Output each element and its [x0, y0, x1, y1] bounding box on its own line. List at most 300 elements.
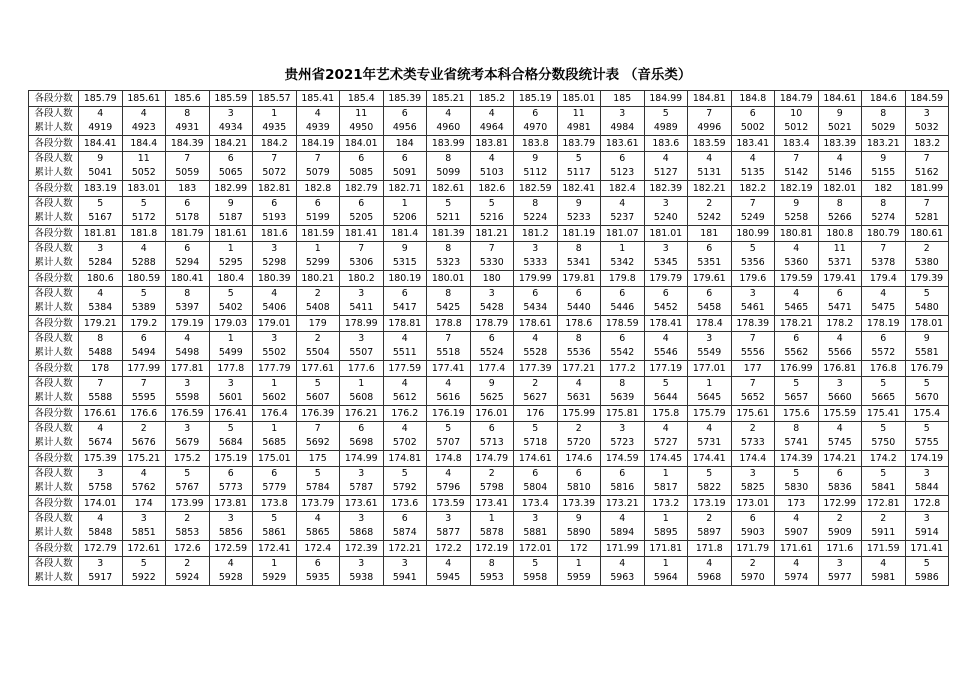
count-row-cell: 4 [253, 287, 297, 302]
cumulative-row-cell: 5440 [557, 301, 601, 316]
cumulative-row-cell: 5342 [601, 256, 645, 271]
count-row-cell: 5 [427, 197, 471, 212]
count-row-cell: 6 [166, 197, 210, 212]
cumulative-row-cell: 5360 [775, 256, 819, 271]
score-row-cell: 180.61 [905, 226, 949, 242]
score-row-cell: 179.99 [514, 271, 558, 287]
cumulative-row-cell: 5796 [427, 481, 471, 496]
count-row [29, 152, 949, 167]
score-row-cell: 180.79 [862, 226, 906, 242]
score-row-cell: 174.39 [775, 451, 819, 467]
score-row-cell: 177.41 [427, 361, 471, 377]
cumulative-row-cell: 5356 [731, 256, 775, 271]
count-row-cell: 6 [383, 107, 427, 122]
count-row-cell: 1 [470, 512, 514, 527]
cumulative-row-cell: 5341 [557, 256, 601, 271]
count-row-cell: 5 [209, 422, 253, 437]
score-row-cell: 185.79 [79, 91, 123, 107]
score-row-cell: 185.6 [166, 91, 210, 107]
score-row-cell: 174 [122, 496, 166, 512]
score-row-cell: 172.8 [905, 496, 949, 512]
count-row-label: 各段人数 [29, 152, 79, 167]
count-row-cell: 4 [644, 332, 688, 347]
cumulative-row-label: 累计人数 [29, 481, 79, 496]
cumulative-row-cell: 5713 [470, 436, 514, 451]
count-row-cell: 6 [557, 467, 601, 482]
cumulative-row-cell: 4964 [470, 121, 514, 136]
cumulative-row-cell: 5692 [296, 436, 340, 451]
cumulative-row-cell: 5723 [601, 436, 645, 451]
count-row-cell: 5 [122, 557, 166, 572]
count-row-cell: 4 [122, 467, 166, 482]
score-row [29, 406, 949, 422]
score-row-cell: 175.99 [557, 406, 601, 422]
count-row-cell: 4 [296, 107, 340, 122]
score-row-cell: 179.39 [905, 271, 949, 287]
count-row-cell: 3 [253, 332, 297, 347]
count-row [29, 197, 949, 212]
count-row-cell: 6 [731, 107, 775, 122]
score-row-cell: 173.21 [601, 496, 645, 512]
count-row-cell: 5 [905, 422, 949, 437]
score-row-cell: 172 [557, 541, 601, 557]
count-row-cell: 9 [818, 107, 862, 122]
score-row-label: 各段分数 [29, 451, 79, 467]
score-row-cell: 176.99 [775, 361, 819, 377]
score-row-cell: 173 [775, 496, 819, 512]
cumulative-row-cell: 5216 [470, 211, 514, 226]
score-row-label: 各段分数 [29, 271, 79, 287]
score-row-cell: 174.21 [818, 451, 862, 467]
count-row-cell: 5 [862, 377, 906, 392]
score-row-cell: 185.4 [340, 91, 384, 107]
count-row [29, 287, 949, 302]
count-row-cell: 8 [166, 107, 210, 122]
score-row [29, 496, 949, 512]
cumulative-row-cell: 5402 [209, 301, 253, 316]
cumulative-row [29, 571, 949, 586]
score-row-cell: 176.19 [427, 406, 471, 422]
count-row-cell: 5 [731, 242, 775, 257]
cumulative-row-cell: 5877 [427, 526, 471, 541]
score-row-cell: 184.79 [775, 91, 819, 107]
score-row-cell: 172.19 [470, 541, 514, 557]
cumulative-row-cell: 5727 [644, 436, 688, 451]
cumulative-row-cell: 5767 [166, 481, 210, 496]
cumulative-row-cell: 5345 [644, 256, 688, 271]
cumulative-row-cell: 5142 [775, 166, 819, 181]
score-row-cell: 180.6 [79, 271, 123, 287]
count-row-cell: 4 [514, 332, 558, 347]
count-row-cell: 4 [644, 152, 688, 167]
count-row-cell: 2 [166, 557, 210, 572]
cumulative-row-cell: 5733 [731, 436, 775, 451]
score-row-cell: 182.6 [470, 181, 514, 197]
score-row-cell: 171.8 [688, 541, 732, 557]
cumulative-row-label: 累计人数 [29, 211, 79, 226]
score-row-cell: 180.81 [775, 226, 819, 242]
score-row [29, 541, 949, 557]
cumulative-row-cell: 5945 [427, 571, 471, 586]
score-row-cell: 184.19 [296, 136, 340, 152]
score-row-cell: 178.61 [514, 316, 558, 332]
count-row-cell: 3 [209, 377, 253, 392]
count-row-cell: 1 [296, 242, 340, 257]
cumulative-row-cell: 5909 [818, 526, 862, 541]
count-row-cell: 6 [296, 557, 340, 572]
count-row-cell: 8 [862, 107, 906, 122]
score-row-cell: 185.39 [383, 91, 427, 107]
count-row-cell: 1 [340, 377, 384, 392]
score-row-label: 各段分数 [29, 136, 79, 152]
count-row [29, 422, 949, 437]
score-row-cell: 185.59 [209, 91, 253, 107]
score-row-cell: 183.59 [688, 136, 732, 152]
score-row-cell: 174.8 [427, 451, 471, 467]
cumulative-row-cell: 5131 [688, 166, 732, 181]
score-row-cell: 181.59 [296, 226, 340, 242]
cumulative-row-cell: 5911 [862, 526, 906, 541]
score-row-cell: 180.59 [122, 271, 166, 287]
score-row-cell: 179.19 [166, 316, 210, 332]
score-row-cell: 172.21 [383, 541, 427, 557]
cumulative-row-cell: 5953 [470, 571, 514, 586]
cumulative-row [29, 166, 949, 181]
score-row-cell: 173.81 [209, 496, 253, 512]
cumulative-row-cell: 5607 [296, 391, 340, 406]
table-body [29, 91, 949, 586]
score-row-cell: 185.61 [122, 91, 166, 107]
score-row-cell: 181.8 [122, 226, 166, 242]
count-row-cell: 4 [79, 512, 123, 527]
count-row-cell: 11 [340, 107, 384, 122]
score-row-label: 各段分数 [29, 181, 79, 197]
count-row-cell: 9 [514, 152, 558, 167]
score-row-cell: 177.81 [166, 361, 210, 377]
score-row-cell: 174.01 [79, 496, 123, 512]
cumulative-row-cell: 5792 [383, 481, 427, 496]
score-row-cell: 173.39 [557, 496, 601, 512]
cumulative-row-cell: 5127 [644, 166, 688, 181]
count-row [29, 242, 949, 257]
score-row-cell: 184.2 [253, 136, 297, 152]
cumulative-row-cell: 5836 [818, 481, 862, 496]
count-row-label: 各段人数 [29, 287, 79, 302]
count-row-cell: 2 [514, 377, 558, 392]
cumulative-row-cell: 5816 [601, 481, 645, 496]
count-row-cell: 4 [79, 287, 123, 302]
score-row-cell: 172.59 [209, 541, 253, 557]
count-row-cell: 2 [688, 512, 732, 527]
count-row-cell: 11 [818, 242, 862, 257]
count-row-cell: 3 [427, 512, 471, 527]
cumulative-row-cell: 5187 [209, 211, 253, 226]
cumulative-row-cell: 5981 [862, 571, 906, 586]
cumulative-row-cell: 5480 [905, 301, 949, 316]
count-row [29, 332, 949, 347]
count-row-cell: 8 [818, 197, 862, 212]
cumulative-row-cell: 4956 [383, 121, 427, 136]
score-row-cell: 184.81 [688, 91, 732, 107]
score-row-cell: 185.41 [296, 91, 340, 107]
count-row-cell: 6 [818, 467, 862, 482]
cumulative-row-cell: 5601 [209, 391, 253, 406]
count-row-cell: 4 [775, 287, 819, 302]
cumulative-row-cell: 5798 [470, 481, 514, 496]
score-row-cell: 176.2 [383, 406, 427, 422]
score-row-cell: 175.61 [731, 406, 775, 422]
cumulative-row-cell: 5524 [470, 346, 514, 361]
count-row-cell: 1 [383, 197, 427, 212]
cumulative-row-cell: 5970 [731, 571, 775, 586]
count-row-cell: 6 [383, 287, 427, 302]
score-row-cell: 182.39 [644, 181, 688, 197]
score-row-cell: 182.01 [818, 181, 862, 197]
score-row-cell: 179.41 [818, 271, 862, 287]
count-row-cell: 7 [688, 107, 732, 122]
count-row-cell: 8 [514, 197, 558, 212]
score-row-cell: 177.01 [688, 361, 732, 377]
score-row-cell: 171.6 [818, 541, 862, 557]
count-row-cell: 2 [731, 422, 775, 437]
cumulative-row-cell: 5461 [731, 301, 775, 316]
count-row-cell: 7 [166, 152, 210, 167]
cumulative-row-cell: 5825 [731, 481, 775, 496]
count-row-cell: 3 [601, 422, 645, 437]
count-row [29, 512, 949, 527]
cumulative-row-cell: 5117 [557, 166, 601, 181]
score-row-cell: 175.79 [688, 406, 732, 422]
cumulative-row-cell: 5488 [79, 346, 123, 361]
score-row-cell: 178.81 [383, 316, 427, 332]
cumulative-row-label: 累计人数 [29, 571, 79, 586]
cumulative-row [29, 301, 949, 316]
count-row-cell: 4 [818, 422, 862, 437]
count-row-cell: 7 [731, 377, 775, 392]
count-row-label: 各段人数 [29, 197, 79, 212]
score-row-cell: 181.81 [79, 226, 123, 242]
count-row-cell: 3 [905, 512, 949, 527]
score-row-cell: 172.6 [166, 541, 210, 557]
count-row-cell: 4 [601, 197, 645, 212]
score-row [29, 271, 949, 287]
cumulative-row-cell: 5588 [79, 391, 123, 406]
score-row-cell: 182 [862, 181, 906, 197]
score-row-cell: 182.21 [688, 181, 732, 197]
score-row-cell: 181.39 [427, 226, 471, 242]
score-row-cell: 181.6 [253, 226, 297, 242]
count-row-cell: 2 [296, 287, 340, 302]
cumulative-row-cell: 5755 [905, 436, 949, 451]
count-row-cell: 5 [862, 467, 906, 482]
cumulative-row-cell: 5299 [296, 256, 340, 271]
count-row-cell: 4 [383, 377, 427, 392]
score-row-cell: 180.99 [731, 226, 775, 242]
score-row-cell: 178.59 [601, 316, 645, 332]
cumulative-row-cell: 5718 [514, 436, 558, 451]
score-row-cell: 173.99 [166, 496, 210, 512]
score-row-cell: 182.99 [209, 181, 253, 197]
score-row-cell: 183.39 [818, 136, 862, 152]
count-row-cell: 6 [601, 152, 645, 167]
cumulative-row-cell: 4950 [340, 121, 384, 136]
score-row-cell: 172.01 [514, 541, 558, 557]
score-row-cell: 178.41 [644, 316, 688, 332]
count-row-cell: 1 [253, 422, 297, 437]
count-row-cell: 5 [209, 287, 253, 302]
count-row-cell: 3 [731, 287, 775, 302]
cumulative-row-cell: 4981 [557, 121, 601, 136]
cumulative-row-cell: 5720 [557, 436, 601, 451]
count-row-cell: 5 [166, 467, 210, 482]
count-row-cell: 4 [427, 467, 471, 482]
score-row-cell: 174.61 [514, 451, 558, 467]
cumulative-row-cell: 5685 [253, 436, 297, 451]
score-row-cell: 171.81 [644, 541, 688, 557]
cumulative-row-cell: 5676 [122, 436, 166, 451]
cumulative-row-label: 累计人数 [29, 301, 79, 316]
score-row-cell: 180.2 [340, 271, 384, 287]
count-row-cell: 5 [514, 557, 558, 572]
cumulative-row-cell: 5211 [427, 211, 471, 226]
count-row [29, 107, 949, 122]
score-row-cell: 182.2 [731, 181, 775, 197]
cumulative-row-cell: 5817 [644, 481, 688, 496]
cumulative-row-cell: 5804 [514, 481, 558, 496]
count-row-cell: 5 [514, 422, 558, 437]
count-row-cell: 3 [340, 287, 384, 302]
cumulative-row-cell: 5099 [427, 166, 471, 181]
count-row-label: 各段人数 [29, 422, 79, 437]
cumulative-row-cell: 5511 [383, 346, 427, 361]
count-row-cell: 6 [601, 287, 645, 302]
score-row-cell: 178.2 [818, 316, 862, 332]
cumulative-row-cell: 5298 [253, 256, 297, 271]
cumulative-row-label: 累计人数 [29, 121, 79, 136]
cumulative-row-cell: 5964 [644, 571, 688, 586]
cumulative-row-cell: 5616 [427, 391, 471, 406]
score-row-cell: 177.61 [296, 361, 340, 377]
score-row-cell: 183.61 [601, 136, 645, 152]
count-row-cell: 9 [470, 377, 514, 392]
count-row-cell: 3 [601, 107, 645, 122]
cumulative-row-cell: 5146 [818, 166, 862, 181]
count-row-cell: 2 [818, 512, 862, 527]
count-row-cell: 3 [166, 422, 210, 437]
score-row-cell: 176.21 [340, 406, 384, 422]
count-row-cell: 7 [731, 197, 775, 212]
count-row-cell: 7 [905, 197, 949, 212]
score-row-cell: 181.01 [644, 226, 688, 242]
count-row-cell: 6 [209, 152, 253, 167]
score-row-cell: 181.61 [209, 226, 253, 242]
count-row-cell: 4 [775, 242, 819, 257]
score-row-cell: 176.61 [79, 406, 123, 422]
cumulative-row-cell: 5684 [209, 436, 253, 451]
cumulative-row-cell: 5894 [601, 526, 645, 541]
cumulative-row [29, 526, 949, 541]
count-row-cell: 3 [209, 107, 253, 122]
count-row-label: 各段人数 [29, 467, 79, 482]
count-row-cell: 4 [383, 332, 427, 347]
cumulative-row-cell: 5679 [166, 436, 210, 451]
cumulative-row-cell: 5249 [731, 211, 775, 226]
count-row [29, 377, 949, 392]
cumulative-row-cell: 5224 [514, 211, 558, 226]
cumulative-row-cell: 5172 [122, 211, 166, 226]
count-row-cell: 5 [79, 197, 123, 212]
score-row [29, 91, 949, 107]
count-row-cell: 4 [818, 332, 862, 347]
score-row-cell: 176.41 [209, 406, 253, 422]
cumulative-row-cell: 5903 [731, 526, 775, 541]
cumulative-row-cell: 5411 [340, 301, 384, 316]
cumulative-row-cell: 4935 [253, 121, 297, 136]
score-row-cell: 182.19 [775, 181, 819, 197]
cumulative-row-cell: 4923 [122, 121, 166, 136]
cumulative-row-cell: 5528 [514, 346, 558, 361]
count-row-cell: 5 [775, 377, 819, 392]
count-row-cell: 3 [644, 242, 688, 257]
cumulative-row-cell: 5745 [818, 436, 862, 451]
score-row-cell: 175.81 [601, 406, 645, 422]
count-row-cell: 4 [818, 152, 862, 167]
score-row-cell: 182.59 [514, 181, 558, 197]
cumulative-row-cell: 4970 [514, 121, 558, 136]
count-row-cell: 8 [79, 332, 123, 347]
score-row-cell: 184.6 [862, 91, 906, 107]
cumulative-row-cell: 5895 [644, 526, 688, 541]
cumulative-row-cell: 5371 [818, 256, 862, 271]
cumulative-row-cell: 5434 [514, 301, 558, 316]
cumulative-row-cell: 5868 [340, 526, 384, 541]
score-row-cell: 179.4 [862, 271, 906, 287]
cumulative-row-cell: 5644 [644, 391, 688, 406]
count-row-cell: 8 [427, 287, 471, 302]
count-row-cell: 6 [557, 287, 601, 302]
count-row-cell: 3 [818, 557, 862, 572]
score-row-cell: 177.4 [470, 361, 514, 377]
cumulative-row-cell: 5330 [470, 256, 514, 271]
count-row-cell: 3 [818, 377, 862, 392]
cumulative-row [29, 436, 949, 451]
score-row-cell: 176.59 [166, 406, 210, 422]
cumulative-row-cell: 4934 [209, 121, 253, 136]
count-row-cell: 9 [209, 197, 253, 212]
score-row-cell: 182.8 [296, 181, 340, 197]
count-row-cell: 5 [253, 512, 297, 527]
score-row-cell: 175.21 [122, 451, 166, 467]
count-row-cell: 7 [253, 152, 297, 167]
score-row-cell: 175.2 [166, 451, 210, 467]
count-row-cell: 4 [427, 107, 471, 122]
cumulative-row-cell: 5323 [427, 256, 471, 271]
cumulative-row-cell: 5865 [296, 526, 340, 541]
score-row-cell: 176.6 [122, 406, 166, 422]
score-row-cell: 171.41 [905, 541, 949, 557]
cumulative-row-cell: 5389 [122, 301, 166, 316]
cumulative-row-cell: 5167 [79, 211, 123, 226]
count-row-cell: 7 [731, 332, 775, 347]
score-row-cell: 179 [296, 316, 340, 332]
cumulative-row-cell: 5878 [470, 526, 514, 541]
cumulative-row-cell: 5518 [427, 346, 471, 361]
score-row-cell: 177.39 [514, 361, 558, 377]
score-row-cell: 180.4 [209, 271, 253, 287]
count-row-cell: 1 [209, 242, 253, 257]
count-row-cell: 9 [905, 332, 949, 347]
count-row-cell: 9 [383, 242, 427, 257]
